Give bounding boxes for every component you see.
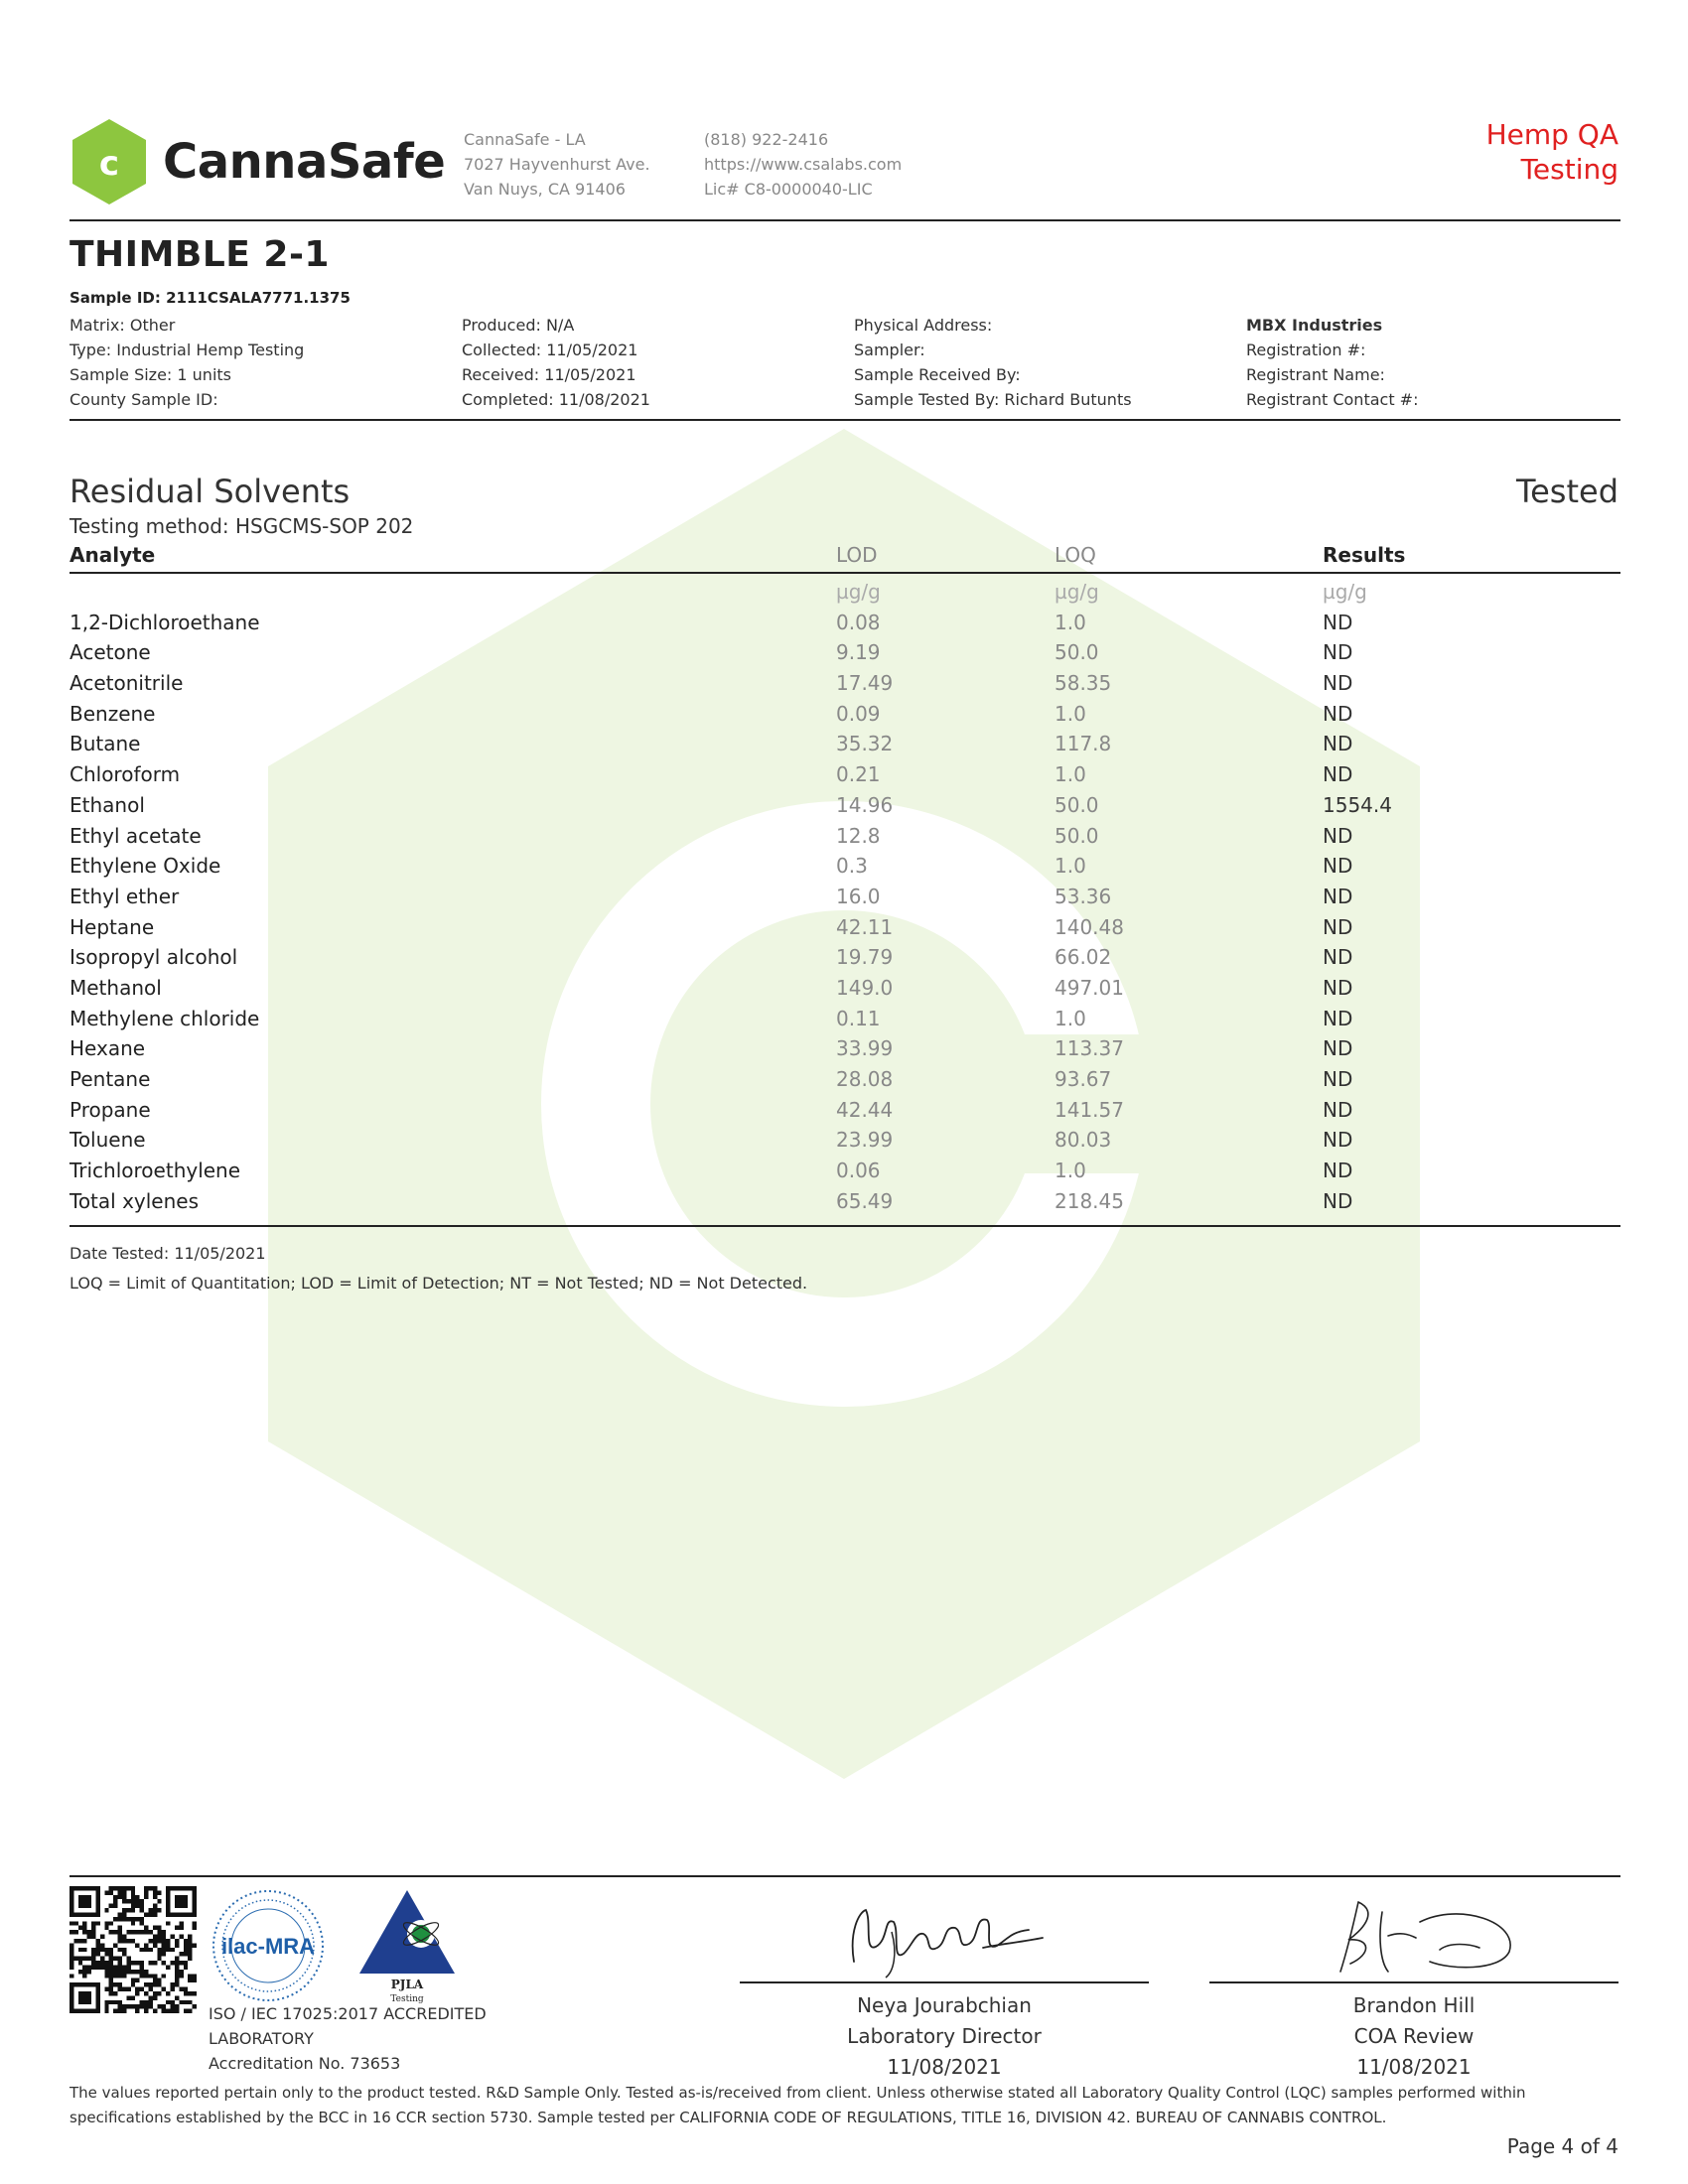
table-row <box>70 851 1620 882</box>
signature-line-2 <box>1209 1981 1618 1983</box>
lod-value: 0.11 <box>836 1006 881 1030</box>
section-title: Residual Solvents <box>70 473 351 510</box>
table-row <box>70 637 1620 668</box>
client-info: MBX Industries Registration #: Registrant Name: Registrant Contact #: <box>1246 313 1418 412</box>
loq-value: 113.37 <box>1055 1036 1124 1061</box>
table-row <box>70 759 1620 790</box>
analyte-name: Isopropyl alcohol <box>70 945 238 970</box>
footer-divider <box>70 1875 1620 1877</box>
analyte-name: Ethyl ether <box>70 884 180 908</box>
result-value: ND <box>1323 732 1353 756</box>
signature-neya <box>834 1892 1053 1981</box>
loq-value: 1.0 <box>1055 1159 1086 1183</box>
loq-value: 1.0 <box>1055 1006 1086 1030</box>
result-value: ND <box>1323 701 1353 726</box>
signer-role: Laboratory Director <box>847 2024 1042 2048</box>
loq-value: 140.48 <box>1055 914 1124 939</box>
lod-value: 42.11 <box>836 914 894 939</box>
lod-value: 0.06 <box>836 1159 881 1183</box>
result-value: ND <box>1323 610 1353 634</box>
table-row <box>70 1004 1620 1034</box>
lod-value: 33.99 <box>836 1036 894 1061</box>
table-row <box>70 1064 1620 1095</box>
meta-divider <box>70 419 1620 421</box>
table-row <box>70 942 1620 973</box>
table-row <box>70 1095 1620 1126</box>
testing-method: Testing method: HSGCMS-SOP 202 <box>70 514 414 538</box>
table-row <box>70 912 1620 943</box>
table-row <box>70 729 1620 759</box>
date-tested: Date Tested: 11/05/2021 <box>70 1244 266 1263</box>
table-bottom-divider <box>70 1225 1620 1227</box>
lod-value: 65.49 <box>836 1188 894 1213</box>
loq-value: 80.03 <box>1055 1128 1112 1153</box>
lod-value: 19.79 <box>836 945 894 970</box>
page-number: Page 4 of 4 <box>1506 2134 1618 2158</box>
lod-value: 14.96 <box>836 792 894 817</box>
results-table <box>70 577 1620 1216</box>
analyte-name: Methanol <box>70 975 162 1000</box>
loq-value: 93.67 <box>1055 1067 1112 1091</box>
lod-value: 0.3 <box>836 854 868 879</box>
loq-value: 50.0 <box>1055 823 1099 848</box>
client-name: MBX Industries <box>1246 316 1383 335</box>
loq-value: 1.0 <box>1055 701 1086 726</box>
lod-value: 28.08 <box>836 1067 894 1091</box>
svg-text:c: c <box>98 144 120 184</box>
units-row: µg/g µg/g µg/g <box>836 580 1367 604</box>
signer-name: Brandon Hill <box>1352 1993 1476 2017</box>
analyte-name: Benzene <box>70 701 156 726</box>
result-value: ND <box>1323 1006 1353 1030</box>
lod-value: 0.08 <box>836 610 881 634</box>
result-value: ND <box>1323 975 1353 1000</box>
table-row <box>70 668 1620 699</box>
loq-value: 141.57 <box>1055 1097 1124 1122</box>
table-row <box>70 608 1620 638</box>
hexagon-icon <box>70 117 149 206</box>
result-value: ND <box>1323 762 1353 787</box>
svg-text:Testing: Testing <box>390 1994 424 2004</box>
svg-text:ilac-MRA: ilac-MRA <box>220 1934 316 1959</box>
column-header-loq: LOQ <box>1055 543 1096 567</box>
result-value: ND <box>1323 823 1353 848</box>
accreditation-text: ISO / IEC 17025:2017 ACCREDITED LABORATORY Accreditation No. 73653 <box>209 2004 487 2073</box>
analyte-name: Ethylene Oxide <box>70 854 221 879</box>
result-value: ND <box>1323 1128 1353 1153</box>
analyte-name: Acetone <box>70 640 151 665</box>
lod-value: 17.49 <box>836 671 894 696</box>
loq-value: 58.35 <box>1055 671 1112 696</box>
loq-value: 50.0 <box>1055 640 1099 665</box>
signer-name: Neya Jourabchian <box>857 1993 1032 2017</box>
brand-name: CannaSafe <box>163 134 446 190</box>
sample-meta-col2: Produced: N/A Collected: 11/05/2021 Received: 11/05/2021 Completed: 11/08/2021 <box>462 316 650 409</box>
lab-website[interactable]: https://www.csalabs.com <box>704 155 903 174</box>
lab-address: CannaSafe - LA 7027 Hayvenhurst Ave. Van Nuys, CA 91406 <box>464 130 650 199</box>
analyte-name: Propane <box>70 1097 151 1122</box>
lod-value: 35.32 <box>836 732 894 756</box>
lod-value: 0.09 <box>836 701 881 726</box>
signer-coa-review <box>1205 1990 1622 2083</box>
result-value: ND <box>1323 945 1353 970</box>
sample-id: Sample ID: 2111CSALA7771.1375 <box>70 289 351 307</box>
loq-value: 1.0 <box>1055 610 1086 634</box>
signature-line-1 <box>740 1981 1149 1983</box>
loq-value: 117.8 <box>1055 732 1112 756</box>
table-row <box>70 882 1620 912</box>
analyte-name: Butane <box>70 732 141 756</box>
table-row <box>70 699 1620 730</box>
signer-date: 11/08/2021 <box>1356 2055 1472 2079</box>
analyte-name: Ethyl acetate <box>70 823 202 848</box>
lod-value: 12.8 <box>836 823 881 848</box>
analyte-name: Heptane <box>70 914 155 939</box>
column-header-analyte: Analyte <box>70 543 156 567</box>
lab-contact <box>704 127 902 202</box>
table-header-divider <box>70 572 1620 574</box>
analyte-name: Trichloroethylene <box>70 1159 241 1183</box>
result-value: ND <box>1323 854 1353 879</box>
analyte-name: Acetonitrile <box>70 671 184 696</box>
lod-value: 149.0 <box>836 975 894 1000</box>
table-row <box>70 1156 1620 1186</box>
result-value: ND <box>1323 1097 1353 1122</box>
report-type: Hemp QA Testing <box>1485 118 1618 186</box>
lod-value: 16.0 <box>836 884 881 908</box>
signer-lab-director <box>736 1990 1153 2083</box>
lod-value: 23.99 <box>836 1128 894 1153</box>
abbreviation-legend: LOQ = Limit of Quantitation; LOD = Limit of Detection; NT = Not Tested; ND = Not Detected. <box>70 1274 808 1293</box>
table-row <box>70 790 1620 821</box>
brand-logo <box>70 117 457 206</box>
signature-brandon <box>1321 1892 1519 1981</box>
result-value: ND <box>1323 640 1353 665</box>
header-divider <box>70 219 1620 221</box>
table-row <box>70 821 1620 852</box>
sample-meta-col1: Matrix: Other Type: Industrial Hemp Testing Sample Size: 1 units County Sample ID: <box>70 316 305 409</box>
result-value: ND <box>1323 1036 1353 1061</box>
signer-role: COA Review <box>1353 2024 1475 2048</box>
result-value: ND <box>1323 1159 1353 1183</box>
analyte-name: Methylene chloride <box>70 1006 260 1030</box>
result-value: ND <box>1323 1067 1353 1091</box>
pjla-logo <box>359 1886 469 2009</box>
sample-meta-col3: Physical Address: Sampler: Sample Received By: Sample Tested By: Richard Butunts <box>854 316 1132 409</box>
sample-title: THIMBLE 2-1 <box>70 234 330 275</box>
lab-license: Lic# C8-0000040-LIC <box>704 180 873 199</box>
svg-text:PJLA: PJLA <box>390 1978 424 1991</box>
table-row <box>70 1125 1620 1156</box>
result-value: ND <box>1323 884 1353 908</box>
result-value: ND <box>1323 914 1353 939</box>
lab-phone: (818) 922-2416 <box>704 130 829 149</box>
section-status: Tested <box>1515 473 1618 510</box>
analyte-name: Ethanol <box>70 792 145 817</box>
lod-value: 9.19 <box>836 640 881 665</box>
loq-value: 218.45 <box>1055 1188 1124 1213</box>
analyte-name: 1,2-Dichloroethane <box>70 610 260 634</box>
column-header-lod: LOD <box>836 543 878 567</box>
loq-value: 1.0 <box>1055 854 1086 879</box>
qr-code[interactable] <box>70 1886 197 2013</box>
column-header-results: Results <box>1323 543 1406 567</box>
analyte-name: Pentane <box>70 1067 151 1091</box>
ilac-mra-logo <box>211 1888 326 2003</box>
result-value: 1554.4 <box>1323 792 1392 817</box>
lod-value: 0.21 <box>836 762 881 787</box>
loq-value: 1.0 <box>1055 762 1086 787</box>
disclaimer: The values reported pertain only to the product tested. R&D Sample Only. Tested as-is/received from client. Unless otherwise stated all Laboratory Quality Control (LQC) samples performed within specifications established by the BCC in 16 CCR section 5730. Sample tested per CALIFORNIA CODE OF REGULATIONS, TITLE 16, DIVISION 42. BUREAU OF CANNABIS CONTROL. <box>70 2084 1526 2126</box>
analyte-name: Toluene <box>70 1128 146 1153</box>
table-row <box>70 1186 1620 1217</box>
loq-value: 497.01 <box>1055 975 1124 1000</box>
table-row <box>70 1033 1620 1064</box>
loq-value: 50.0 <box>1055 792 1099 817</box>
loq-value: 53.36 <box>1055 884 1112 908</box>
result-value: ND <box>1323 1188 1353 1213</box>
analyte-name: Total xylenes <box>70 1188 199 1213</box>
result-value: ND <box>1323 671 1353 696</box>
signer-date: 11/08/2021 <box>887 2055 1002 2079</box>
table-row <box>70 973 1620 1004</box>
lod-value: 42.44 <box>836 1097 894 1122</box>
analyte-name: Chloroform <box>70 762 181 787</box>
analyte-name: Hexane <box>70 1036 146 1061</box>
loq-value: 66.02 <box>1055 945 1112 970</box>
